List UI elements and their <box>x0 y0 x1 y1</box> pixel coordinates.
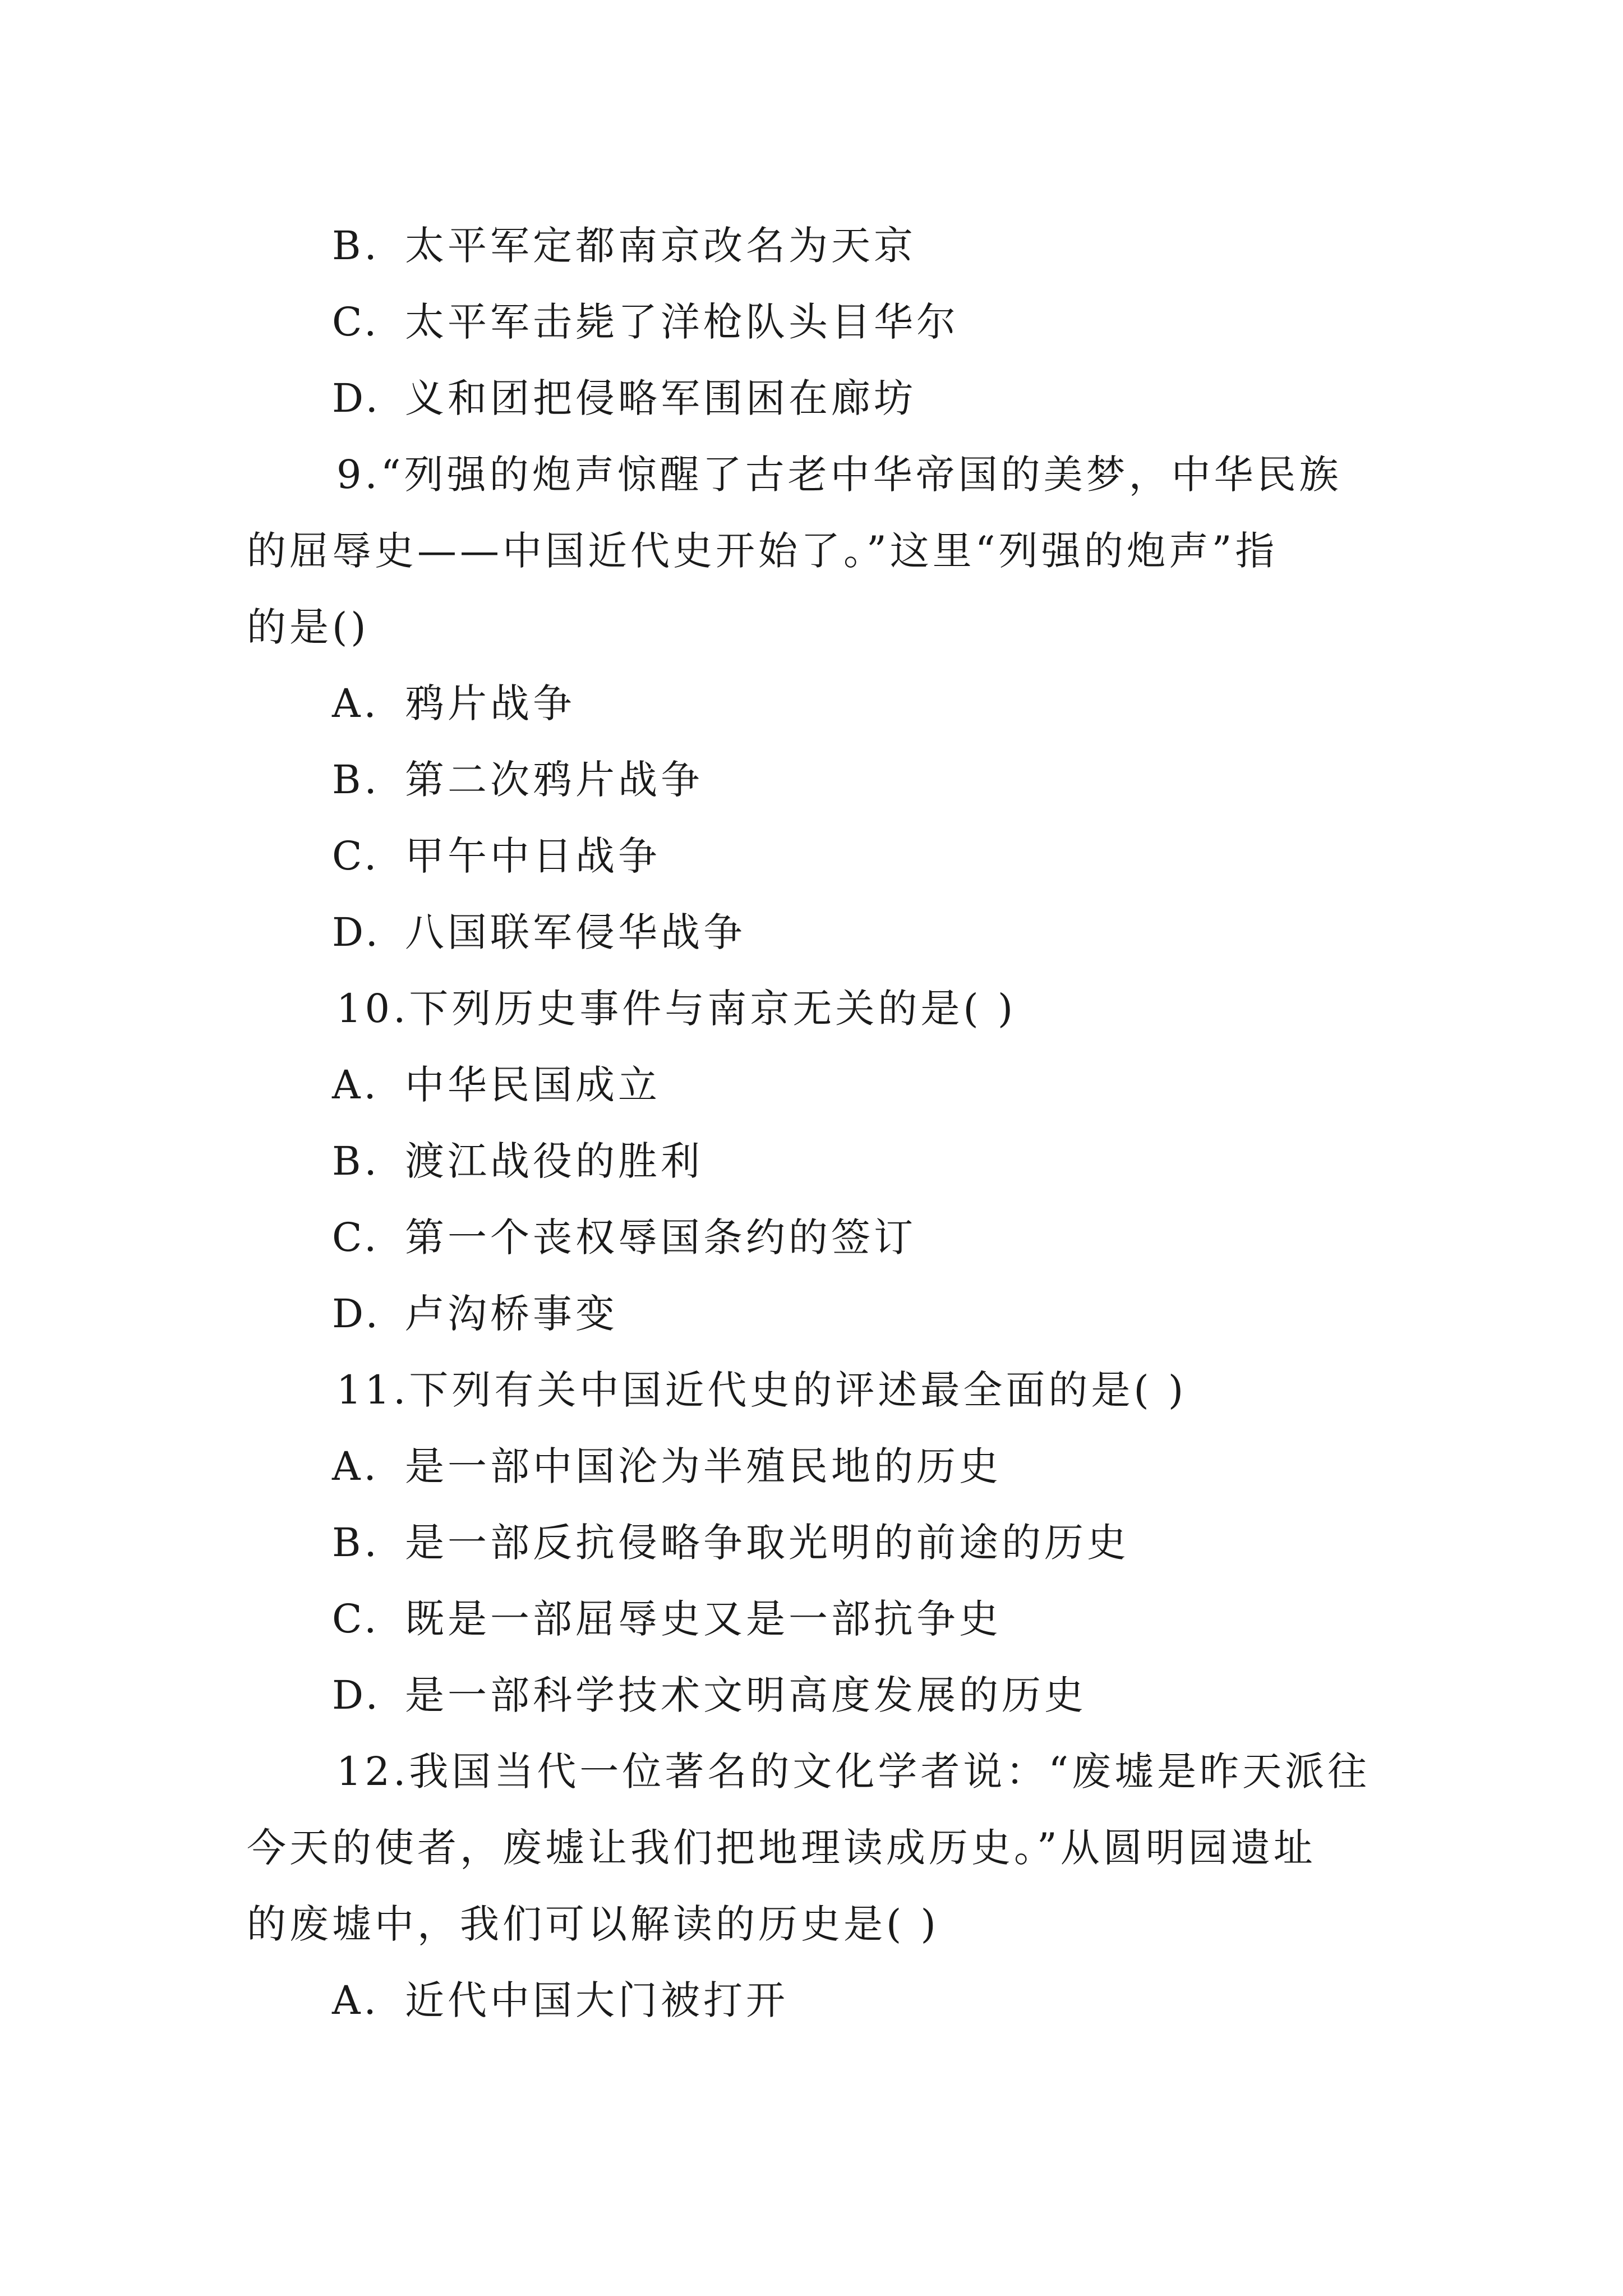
q9-stem-line-2: 的屈辱史——中国近代史开始了。”这里“列强的炮声”指 <box>247 528 1278 574</box>
q8-option-b <box>332 223 916 269</box>
q8-option-c <box>332 299 959 345</box>
option-text: 是一部反抗侵略争取光明的前途的历史 <box>405 1520 1129 1566</box>
q9-stem-line-1: 9.“列强的炮声惊醒了古老中华帝国的美梦，中华民族 <box>336 452 1342 498</box>
option-text: 太平军击毙了洋枪队头目华尔 <box>405 299 959 345</box>
option-letter: C. <box>332 1596 380 1642</box>
option-text: 第二次鸦片战争 <box>405 757 703 803</box>
option-text: 鸦片战争 <box>405 680 575 726</box>
q12-stem-line-2: 今天的使者，废墟让我们把地理读成历史。”从圆明园遗址 <box>247 1825 1316 1871</box>
q12-stem-line-3: 的废墟中，我们可以解读的历史是( ) <box>247 1901 939 1947</box>
q9-option-a <box>332 680 575 726</box>
q10-option-c <box>332 1214 916 1260</box>
option-text: 既是一部屈辱史又是一部抗争史 <box>405 1596 1002 1642</box>
q12-stem-line-1: 12.我国当代一位著名的文化学者说：“废墟是昨天派往 <box>336 1749 1371 1795</box>
q11-option-b <box>332 1520 1129 1566</box>
q10-option-b <box>332 1138 703 1184</box>
q10-option-a <box>332 1062 661 1108</box>
option-letter: C. <box>332 833 380 879</box>
option-text: 甲午中日战争 <box>405 833 661 879</box>
q10-option-d <box>332 1291 618 1337</box>
q11-option-c <box>332 1596 1002 1642</box>
option-letter: A. <box>332 1443 380 1489</box>
q8-option-d <box>332 375 916 421</box>
option-text: 是一部中国沦为半殖民地的历史 <box>405 1443 1002 1489</box>
option-letter: D. <box>332 375 381 421</box>
option-text: 中华民国成立 <box>405 1062 661 1108</box>
option-text: 第一个丧权辱国条约的签订 <box>405 1214 916 1260</box>
q11-stem-line-1: 11.下列有关中国近代史的评述最全面的是( ) <box>336 1367 1187 1413</box>
option-letter: A. <box>332 680 380 726</box>
option-letter: D. <box>332 1672 381 1718</box>
q11-option-a <box>332 1443 1002 1489</box>
option-letter: B. <box>332 1138 380 1184</box>
option-text: 八国联军侵华战争 <box>405 909 746 955</box>
option-letter: A. <box>332 1977 380 2023</box>
option-letter: D. <box>332 909 381 955</box>
option-text: 近代中国大门被打开 <box>405 1977 789 2023</box>
option-letter: C. <box>332 299 380 345</box>
q11-option-d <box>332 1672 1087 1718</box>
option-text: 太平军定都南京改名为天京 <box>405 223 916 269</box>
q9-option-c <box>332 833 661 879</box>
option-letter: B. <box>332 757 380 803</box>
q9-option-d <box>332 909 746 955</box>
option-text: 义和团把侵略军围困在廊坊 <box>405 375 916 421</box>
q10-stem-line-1: 10.下列历史事件与南京无关的是( ) <box>336 986 1017 1032</box>
option-text: 是一部科学技术文明高度发展的历史 <box>405 1672 1087 1718</box>
q12-option-a <box>332 1977 789 2023</box>
option-text: 渡江战役的胜利 <box>405 1138 703 1184</box>
option-letter: D. <box>332 1291 381 1337</box>
q9-stem-line-3: 的是() <box>247 604 370 650</box>
option-letter: B. <box>332 223 380 269</box>
option-letter: C. <box>332 1214 380 1260</box>
option-letter: B. <box>332 1520 380 1566</box>
option-text: 卢沟桥事变 <box>405 1291 618 1337</box>
option-letter: A. <box>332 1062 380 1108</box>
q9-option-b <box>332 757 703 803</box>
